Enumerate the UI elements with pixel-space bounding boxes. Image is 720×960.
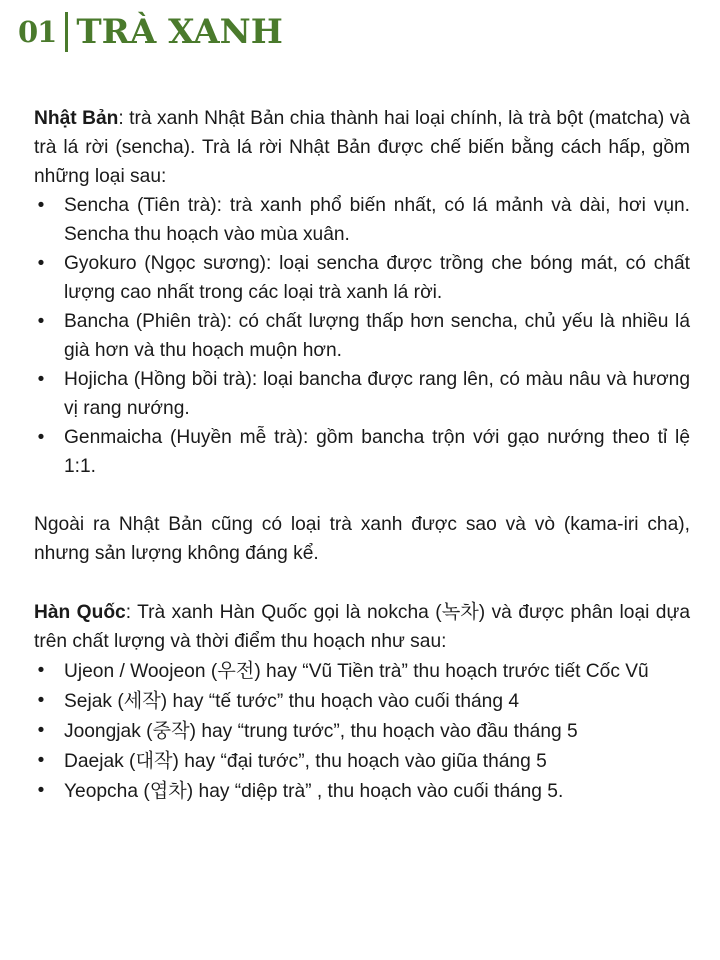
list-item: • Yeopcha (엽차) hay “diệp trà” , thu hoạch vào cuối tháng 5.	[34, 776, 690, 806]
list-item	[34, 191, 690, 249]
list-item: • Daejak (대작) hay “đại tước”, thu hoạch vào giũa tháng 5	[34, 746, 690, 776]
japan-list	[34, 191, 690, 481]
bullet-icon: •	[37, 660, 45, 681]
korea-label: Hàn Quốc	[34, 602, 126, 623]
bullet-icon: •	[37, 369, 45, 390]
list-item-text: Sencha (Tiên trà): trà xanh phổ biến nhất, có lá mảnh và dài, hơi vụn. Sencha thu hoạch vào mùa xuân.	[64, 195, 690, 245]
page-title: TRÀ XANH	[76, 12, 283, 52]
list-item: • Ujeon / Woojeon (우전) hay “Vũ Tiền trà” thu hoạch trước tiết Cốc Vũ	[34, 656, 690, 686]
spacer	[34, 568, 690, 597]
hangul-text: 우전	[217, 659, 255, 682]
list-item	[34, 249, 690, 307]
bullet-icon: •	[37, 253, 45, 274]
hangul-text: 녹차	[441, 600, 479, 623]
list-item	[34, 423, 690, 481]
list-item: • Joongjak (중작) hay “trung tước”, thu hoạch vào đầu tháng 5	[34, 716, 690, 746]
hangul-text: 세작	[123, 689, 161, 712]
list-item-text: Bancha (Phiên trà): có chất lượng thấp hơn sencha, chủ yếu là nhiều lá già hơn và thu hoạch muộn hơn.	[64, 311, 690, 361]
page-header	[18, 12, 283, 52]
article-body	[34, 104, 690, 806]
list-item-text: Gyokuro (Ngọc sương): loại sencha được trồng che bóng mát, có chất lượng cao nhất trong các loại trà xanh lá rời.	[64, 253, 690, 303]
bullet-icon: •	[37, 690, 45, 711]
japan-label: Nhật Bản	[34, 108, 119, 129]
hangul-text: 엽차	[149, 779, 187, 802]
korea-intro: Hàn Quốc: Trà xanh Hàn Quốc gọi là nokcha (녹차) và được phân loại dựa trên chất lượng và thời điểm thu hoạch như sau:	[34, 600, 690, 652]
korea-list	[34, 656, 690, 806]
hangul-text: 대작	[135, 749, 173, 772]
bullet-icon: •	[37, 720, 45, 741]
list-item: • Sejak (세작) hay “tế tước” thu hoạch vào cuối tháng 4	[34, 686, 690, 716]
bullet-icon: •	[37, 427, 45, 448]
hangul-text: 중작	[152, 719, 190, 742]
header-divider	[65, 12, 68, 52]
bullet-icon: •	[37, 195, 45, 216]
bullet-icon: •	[37, 750, 45, 771]
japan-intro	[34, 104, 690, 191]
list-item-text: Hojicha (Hồng bồi trà): loại bancha được rang lên, có màu nâu và hương vị rang nướng.	[64, 369, 690, 419]
section-number: 01	[18, 15, 57, 49]
bullet-icon: •	[37, 780, 45, 801]
list-item-text: Genmaicha (Huyền mễ trà): gồm bancha trộn với gạo nướng theo tỉ lệ 1:1.	[64, 427, 690, 477]
list-item	[34, 307, 690, 365]
spacer	[34, 481, 690, 510]
japan-extra: Ngoài ra Nhật Bản cũng có loại trà xanh được sao và vò (kama-iri cha), nhưng sản lượng không đáng kể.	[34, 514, 690, 564]
japan-intro-text: : trà xanh Nhật Bản chia thành hai loại chính, là trà bột (matcha) và trà lá rời (sencha). Trà lá rời Nhật Bản được chế biến bằng cách hấp, gồm những loại sau:	[34, 108, 690, 187]
bullet-icon: •	[37, 311, 45, 332]
list-item	[34, 365, 690, 423]
